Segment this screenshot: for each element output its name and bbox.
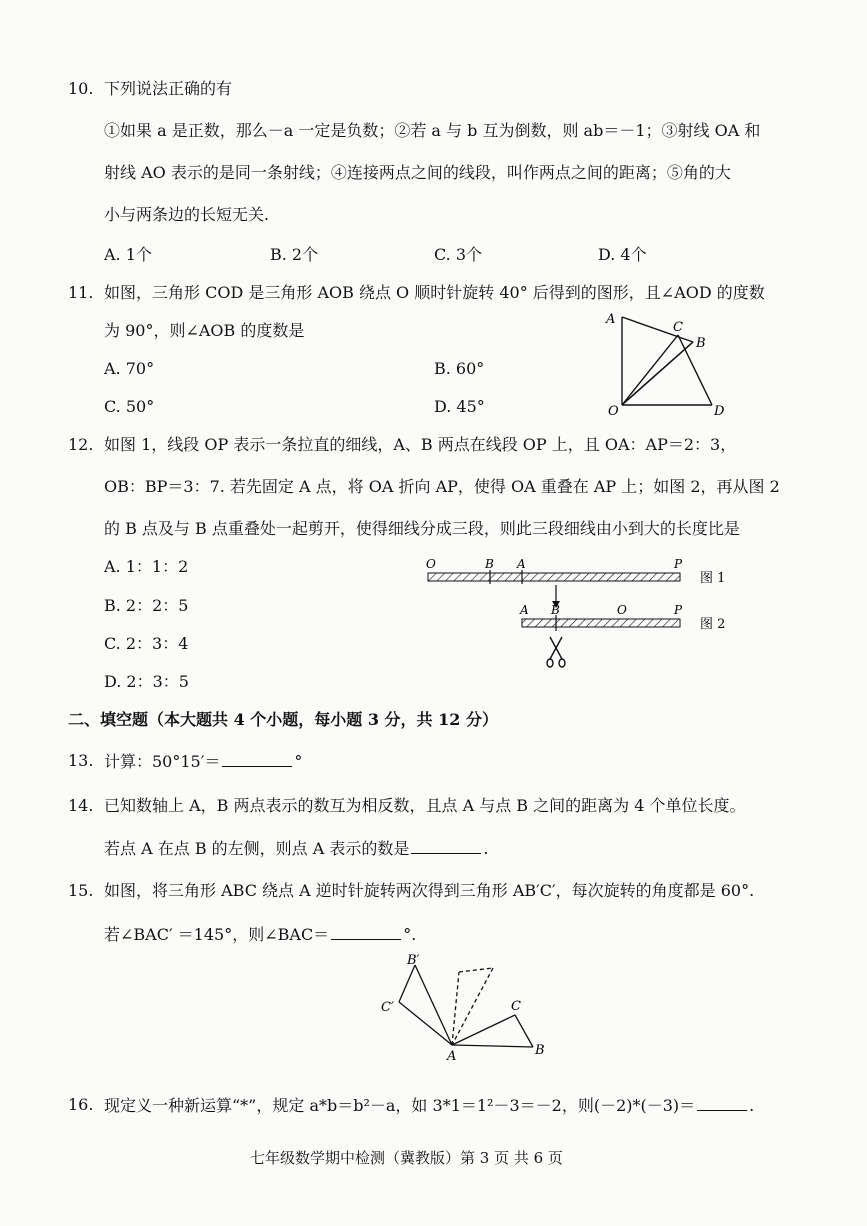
q13-line xyxy=(104,750,302,773)
fig1-label-b: B xyxy=(485,557,494,571)
segment-ac xyxy=(452,1015,515,1045)
q16-line xyxy=(104,1094,754,1117)
q16-answer-blank[interactable] xyxy=(697,1094,747,1111)
q15-text: 若∠BAC′ ＝145°，则∠BAC＝ xyxy=(104,925,330,944)
label-a: A xyxy=(606,312,616,327)
q15-number: 15. xyxy=(68,881,94,900)
q11-line-2: 为 90°，则∠AOB 的度数是 xyxy=(104,321,305,340)
segment-ac-prime xyxy=(399,1002,452,1045)
page-footer: 七年级数学期中检测（冀教版）第 3 页 共 6 页 xyxy=(250,1149,563,1167)
q12-option-b: B. 2：2：5 xyxy=(104,596,189,615)
q10-line-1: ①如果 a 是正数，那么－a 一定是负数；②若 a 与 b 互为倒数，则 ab＝－1；③射线 OA 和 xyxy=(104,121,761,140)
fig2-label-b: B xyxy=(551,603,560,617)
label-a: A xyxy=(447,1049,457,1064)
q13-text: 计算：50°15′＝ xyxy=(104,752,221,771)
q12-line-1: 如图 1，线段 OP 表示一条拉直的细线，A、B 两点在线段 OP 上，且 OA：AP＝2：3， xyxy=(104,435,737,454)
q14-answer-blank[interactable] xyxy=(411,837,481,854)
label-c: C xyxy=(511,999,521,1014)
q16-text: 现定义一种新运算“*”，规定 a*b＝b²－a，如 3*1＝1²－3＝－2，则(－2)*(－3)＝ xyxy=(104,1096,696,1115)
fig1-label-a: A xyxy=(517,557,526,571)
label-c-prime: C′ xyxy=(381,1000,394,1015)
q10-line-3: 小与两条边的长短无关. xyxy=(104,205,270,224)
segment-cd xyxy=(678,335,712,405)
q11-line-1: 如图，三角形 COD 是三角形 AOB 绕点 O 顺时针旋转 40° 后得到的图形，且∠AOD 的度数 xyxy=(104,283,765,302)
q15-line-2 xyxy=(104,923,416,946)
q15-answer-blank[interactable] xyxy=(331,923,401,940)
q11-option-d: D. 45° xyxy=(434,397,485,416)
q10-stem: 下列说法正确的有 xyxy=(104,79,233,98)
q11-number: 11. xyxy=(68,283,94,302)
segment-cb xyxy=(515,1015,533,1047)
label-b: B xyxy=(535,1043,545,1058)
segment-oc xyxy=(622,335,678,405)
q11-option-c: C. 50° xyxy=(104,397,155,416)
q14-end: . xyxy=(483,839,489,858)
q15-end: °. xyxy=(403,925,417,944)
section-2-heading: 二、填空题（本大题共 4 个小题，每小题 3 分，共 12 分） xyxy=(68,710,498,729)
q10-option-d: D. 4个 xyxy=(598,245,647,264)
label-c: C xyxy=(673,320,683,335)
q16-number: 16. xyxy=(68,1095,94,1114)
fig2-label-a: A xyxy=(520,603,529,617)
fig2-caption: 图 2 xyxy=(700,617,726,632)
q12-option-d: D. 2：3：5 xyxy=(104,672,189,691)
segment-b-prime-c-prime xyxy=(399,965,415,1002)
q12-option-c: C. 2：3：4 xyxy=(104,634,189,653)
fig1-segment-op xyxy=(428,573,680,581)
fig2-segment-ap xyxy=(522,619,680,627)
q10-line-2: 射线 AO 表示的是同一条射线；④连接两点之间的线段，叫作两点之间的距离；⑤角的大 xyxy=(104,163,731,182)
q11-rotation-figure xyxy=(600,305,730,420)
q16-end: . xyxy=(749,1096,755,1115)
q12-number: 12. xyxy=(68,435,94,454)
scissors-icon xyxy=(547,637,565,667)
q13-answer-blank[interactable] xyxy=(222,750,292,767)
fig2-label-o: O xyxy=(617,603,627,617)
q10-option-c: C. 3个 xyxy=(434,245,483,264)
q14-line-1: 已知数轴上 A，B 两点表示的数互为相反数，且点 A 与点 B 之间的距离为 4 个单位长度。 xyxy=(104,796,746,815)
fig1-label-o: O xyxy=(426,557,436,571)
label-b-prime: B′ xyxy=(407,953,420,968)
q13-number: 13. xyxy=(68,751,94,770)
label-o: O xyxy=(608,404,619,419)
fig2-label-p: P xyxy=(674,603,683,617)
segment-ab xyxy=(452,1045,533,1047)
q13-unit: ° xyxy=(294,752,303,771)
label-d: D xyxy=(714,404,725,419)
q12-option-a: A. 1：1：2 xyxy=(104,557,189,576)
q11-option-a: A. 70° xyxy=(104,359,155,378)
q11-option-b: B. 60° xyxy=(434,359,485,378)
q14-number: 14. xyxy=(68,796,94,815)
q15-rotation-figure xyxy=(375,950,555,1065)
q10-number: 10. xyxy=(68,79,94,98)
q12-line-2: OB：BP＝3：7. 若先固定 A 点，将 OA 折向 AP，使得 OA 重叠在 AP 上；如图 2，再从图 2 xyxy=(104,477,780,496)
label-b: B xyxy=(696,336,706,351)
q10-option-b: B. 2个 xyxy=(270,245,319,264)
q10-option-a: A. 1个 xyxy=(104,245,152,264)
fig1-label-p: P xyxy=(674,557,683,571)
q12-fold-figure xyxy=(420,555,740,675)
q14-text: 若点 A 在点 B 的左侧，则点 A 表示的数是 xyxy=(104,839,410,858)
q12-line-3: 的 B 点及与 B 点重叠处一起剪开，使得细线分成三段，则此三段细线由小到大的长度比是 xyxy=(104,519,740,538)
segment-ob-inner xyxy=(624,342,693,403)
q14-line-2 xyxy=(104,837,488,860)
segment-ab-prime xyxy=(415,965,452,1045)
fig1-caption: 图 1 xyxy=(700,571,726,586)
q15-line-1: 如图，将三角形 ABC 绕点 A 逆时针旋转两次得到三角形 AB′C′，每次旋转的角度都是 60°. xyxy=(104,881,755,900)
intermediate-triangle xyxy=(452,968,493,1045)
